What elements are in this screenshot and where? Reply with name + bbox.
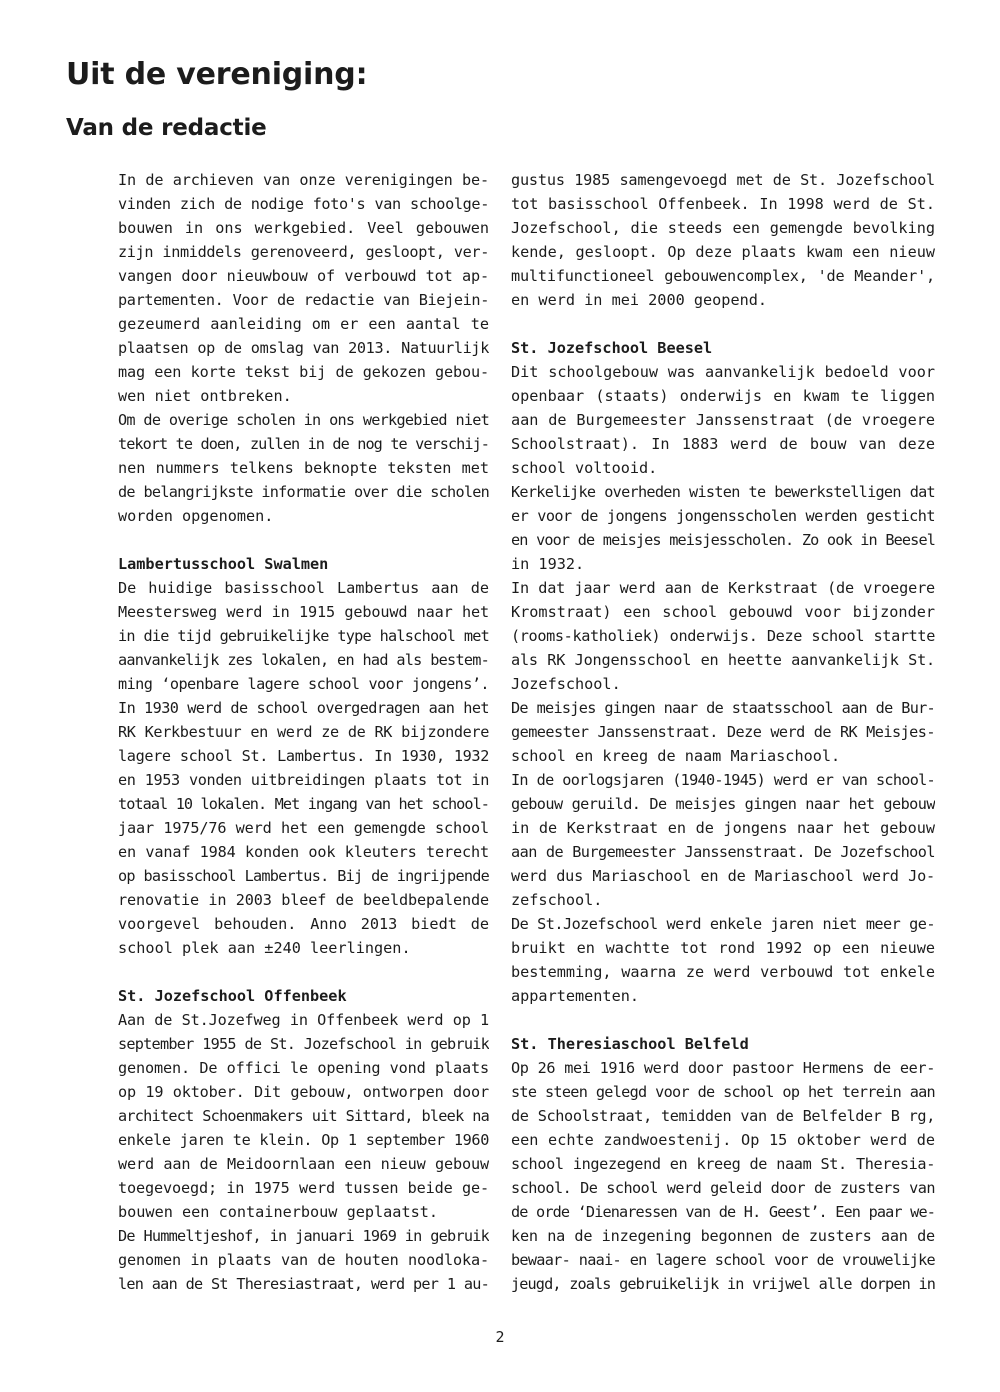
text-line: aanvankelijk zes lokalen, en had als bestem- — [118, 651, 489, 669]
text-line: openbaar (staats) onderwijs en kwam te liggen — [511, 387, 935, 405]
subsection-heading: St. Jozefschool Beesel — [511, 339, 713, 357]
text-line: vinden zich de nodige foto's van schoolge- — [118, 195, 489, 213]
text-line: De huidige basisschool Lambertus aan de — [118, 579, 489, 597]
text-line: De Hummeltjeshof, in januari 1969 in gebruik — [118, 1227, 489, 1245]
text-line: september 1955 de St. Jozefschool in gebruik — [118, 1035, 489, 1053]
text-line: aan de Burgemeester Janssenstraat. De Jozefschool — [511, 843, 935, 861]
text-line: als RK Jongensschool en heette aanvankelijk St. — [511, 651, 935, 669]
text-line: bewaar- naai- en lagere school voor de vrouwelijke — [511, 1251, 935, 1269]
text-line: renovatie in 2003 bleef de beeldbepalende — [118, 891, 489, 909]
text-line: in 1932. — [511, 555, 585, 573]
text-line: gezeumerd aanleiding om er een aantal te — [118, 315, 489, 333]
text-line: architect Schoenmakers uit Sittard, bleek na — [118, 1107, 489, 1125]
subsection-heading: St. Jozefschool Offenbeek — [118, 987, 347, 1005]
text-line: appartementen. — [511, 987, 640, 1005]
text-line: enkele jaren te klein. Op 1 september 1960 — [118, 1131, 489, 1149]
text-line: en werd in mei 2000 geopend. — [511, 291, 768, 309]
text-line: bouwen een containerbouw geplaatst. — [118, 1203, 439, 1221]
text-line: lagere school St. Lambertus. In 1930, 1932 — [118, 747, 489, 765]
blank-line — [118, 528, 489, 552]
text-line: Meestersweg werd in 1915 gebouwd naar het — [118, 603, 489, 621]
text-line: aan de Burgemeester Janssenstraat (de vroegere — [511, 411, 935, 429]
text-line: In 1930 werd de school overgedragen aan het — [118, 699, 489, 717]
text-line: Jozefschool. — [511, 675, 621, 693]
text-line: ken na de inzegening begonnen de zusters aan de — [511, 1227, 935, 1245]
text-line: Om de overige scholen in ons werkgebied niet — [118, 411, 489, 429]
text-line: Aan de St.Jozefweg in Offenbeek werd op 1 — [118, 1011, 489, 1029]
text-line: school voltooid. — [511, 459, 658, 477]
text-line: partementen. Voor de redactie van Biejein- — [118, 291, 489, 309]
text-line: In dat jaar werd aan de Kerkstraat (de vroegere — [511, 579, 935, 597]
text-line: op basisschool Lambertus. Bij de ingrijpende — [118, 867, 489, 885]
text-line: RK Kerkbestuur en werd ze de RK bijzondere — [118, 723, 489, 741]
text-line: tekort te doen, zullen in de nog te verschij- — [118, 435, 489, 453]
text-line: In de oorlogsjaren (1940-1945) werd er van school- — [511, 771, 935, 789]
text-line: Schoolstraat). In 1883 werd de bouw van deze — [511, 435, 935, 453]
text-line: worden opgenomen. — [118, 507, 274, 525]
blank-line — [511, 312, 935, 336]
text-line: (rooms-katholiek) onderwijs. Deze school startte — [511, 627, 935, 645]
blank-line — [511, 1008, 935, 1032]
section-title: Van de redactie — [66, 115, 267, 141]
text-line: wen niet ontbreken. — [118, 387, 292, 405]
text-line: Dit schoolgebouw was aanvankelijk bedoeld voor — [511, 363, 935, 381]
text-line: nen nummers telkens beknopte teksten met — [118, 459, 489, 477]
text-line: voorgevel behouden. Anno 2013 biedt de — [118, 915, 489, 933]
text-line: school. De school werd geleid door de zusters van — [511, 1179, 935, 1197]
text-line: Jozefschool, die steeds een gemengde bevolking — [511, 219, 935, 237]
text-line: gebouw geruild. De meisjes gingen naar het gebouw — [511, 795, 935, 813]
text-line: en vanaf 1984 konden ook kleuters terecht — [118, 843, 489, 861]
text-line: school ingezegend en kreeg de naam St. Theresia- — [511, 1155, 935, 1173]
text-line: genomen in plaats van de houten noodloka- — [118, 1251, 489, 1269]
text-line: vangen door nieuwbouw of verbouwd tot ap- — [118, 267, 489, 285]
text-line: op 19 oktober. Dit gebouw, ontworpen door — [118, 1083, 489, 1101]
text-line: in de Kerkstraat en de jongens naar het gebouw — [511, 819, 935, 837]
text-line: Kerkelijke overheden wisten te bewerkstelligen dat — [511, 483, 935, 501]
text-line: gemeester Janssenstraat. Deze werd de RK Meisjes- — [511, 723, 935, 741]
text-line: multifunctioneel gebouwencomplex, 'de Meander', — [511, 267, 935, 285]
blank-line — [118, 960, 489, 984]
text-line: De St.Jozefschool werd enkele jaren niet meer ge- — [511, 915, 935, 933]
text-line: De meisjes gingen naar de staatsschool aan de Bur- — [511, 699, 935, 717]
text-line: en voor de meisjes meisjesscholen. Zo ook in Beesel — [511, 531, 935, 549]
left-text-column — [118, 168, 489, 1296]
text-line: ming ‘openbare lagere school voor jongens’. — [118, 675, 489, 693]
text-line: de orde ‘Dienaressen van de H. Geest’. Een paar we- — [511, 1203, 935, 1221]
text-line: en 1953 vonden uitbreidingen plaats tot in — [118, 771, 489, 789]
text-line: totaal 10 lokalen. Met ingang van het school- — [118, 795, 489, 813]
text-line: bouwen in ons werkgebied. Veel gebouwen — [118, 219, 489, 237]
text-line: plaatsen op de omslag van 2013. Natuurlijk — [118, 339, 489, 357]
text-line: jeugd, zoals gebruikelijk in vrijwel alle dorpen in — [511, 1275, 935, 1293]
text-line: in die tijd gebruikelijke type halschool met — [118, 627, 489, 645]
text-line: werd aan de Meidoornlaan een nieuw gebouw — [118, 1155, 489, 1173]
text-line: genomen. De offici le opening vond plaats — [118, 1059, 489, 1077]
text-line: In de archieven van onze verenigingen be- — [118, 171, 489, 189]
text-line: werd dus Mariaschool en de Mariaschool werd Jo- — [511, 867, 935, 885]
subsection-heading: Lambertusschool Swalmen — [118, 555, 329, 573]
text-line: gustus 1985 samengevoegd met de St. Jozefschool — [511, 171, 935, 189]
page-title: Uit de vereniging: — [66, 57, 368, 92]
text-line: toegevoegd; in 1975 werd tussen beide ge- — [118, 1179, 489, 1197]
page-number: 2 — [495, 1328, 505, 1346]
right-text-column — [511, 168, 935, 1296]
text-line: len aan de St Theresiastraat, werd per 1 au- — [118, 1275, 489, 1293]
text-line: bruikt en wachtte tot rond 1992 op een nieuwe — [511, 939, 935, 957]
text-line: ste steen gelegd voor de school op het terrein aan — [511, 1083, 935, 1101]
text-line: Op 26 mei 1916 werd door pastoor Hermens de eer- — [511, 1059, 935, 1077]
text-line: zijn inmiddels gerenoveerd, gesloopt, ver- — [118, 243, 489, 261]
text-line: een echte zandwoestenij. Op 15 oktober werd de — [511, 1131, 935, 1149]
text-line: school en kreeg de naam Mariaschool. — [511, 747, 841, 765]
text-line: de belangrijkste informatie over die scholen — [118, 483, 489, 501]
text-line: de Schoolstraat, temidden van de Belfelder B rg, — [511, 1107, 935, 1125]
text-line: Kromstraat) een school gebouwd voor bijzonder — [511, 603, 935, 621]
text-line: tot basisschool Offenbeek. In 1998 werd de St. — [511, 195, 935, 213]
text-line: er voor de jongens jongensscholen werden gesticht — [511, 507, 935, 525]
text-line: jaar 1975/76 werd het een gemengde school — [118, 819, 489, 837]
text-line: kende, gesloopt. Op deze plaats kwam een nieuw — [511, 243, 935, 261]
text-line: bestemming, waarna ze werd verbouwd tot enkele — [511, 963, 935, 981]
text-line: zefschool. — [511, 891, 603, 909]
text-line: mag een korte tekst bij de gekozen gebou- — [118, 363, 489, 381]
text-line: school plek aan ±240 leerlingen. — [118, 939, 411, 957]
subsection-heading: St. Theresiaschool Belfeld — [511, 1035, 749, 1053]
